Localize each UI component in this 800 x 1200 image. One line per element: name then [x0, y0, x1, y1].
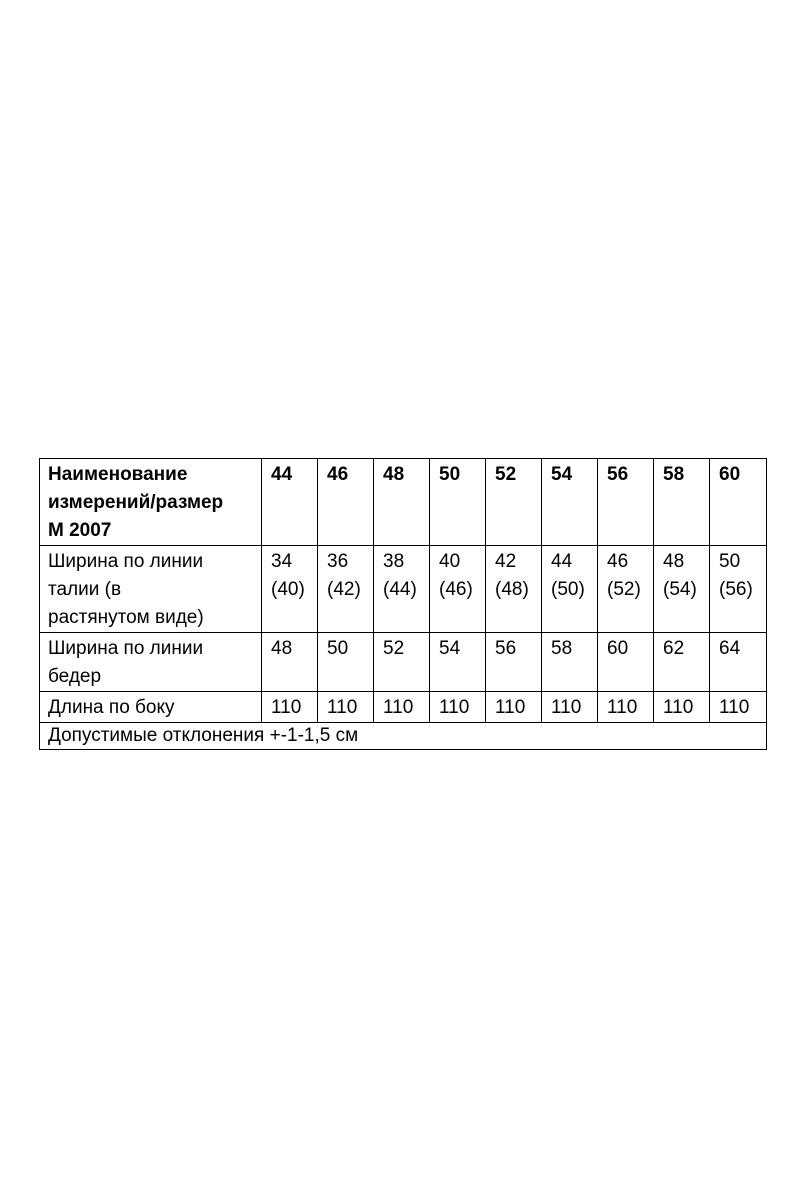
- value-cell: 110: [598, 692, 654, 723]
- value-line: 34: [271, 551, 293, 572]
- value-cell: 110: [374, 692, 430, 723]
- row-label-line: Длина по боку: [48, 697, 175, 718]
- value-cell: [542, 546, 598, 633]
- value-cell: 110: [710, 692, 767, 723]
- value-cell: 110: [430, 692, 486, 723]
- value-cell: 110: [262, 692, 318, 723]
- value-cell: 48: [262, 633, 318, 692]
- value-line: 36: [327, 551, 349, 572]
- value-cell: 52: [374, 633, 430, 692]
- value-cell: 110: [654, 692, 710, 723]
- value-cell: [318, 546, 374, 633]
- size-header-cell: 56: [598, 459, 654, 546]
- tolerance-note-row: [40, 723, 767, 750]
- hip-width-row: [40, 633, 767, 692]
- value-stretched-line: (46): [439, 579, 473, 600]
- value-cell: [598, 546, 654, 633]
- value-stretched-line: (42): [327, 579, 361, 600]
- value-cell: [262, 546, 318, 633]
- value-line: 46: [607, 551, 629, 572]
- value-line: 50: [719, 551, 741, 572]
- value-cell: [374, 546, 430, 633]
- size-header-cell: 60: [710, 459, 767, 546]
- row-label-line: растянутом виде): [48, 607, 204, 628]
- value-stretched-line: (48): [495, 579, 529, 600]
- value-cell: [430, 546, 486, 633]
- tolerance-note: Допустимые отклонения +-1-1,5 см: [40, 723, 767, 750]
- size-header-cell: 46: [318, 459, 374, 546]
- row-label-line: Ширина по линии: [48, 551, 204, 572]
- value-stretched-line: (56): [719, 579, 753, 600]
- size-header-cell: 50: [430, 459, 486, 546]
- value-line: 38: [383, 551, 405, 572]
- value-cell: 54: [430, 633, 486, 692]
- value-cell: 58: [542, 633, 598, 692]
- value-stretched-line: (54): [663, 579, 697, 600]
- row-label-line: бедер: [48, 666, 102, 687]
- value-cell: 64: [710, 633, 767, 692]
- row-label-cell: [40, 633, 262, 692]
- value-cell: 56: [486, 633, 542, 692]
- value-line: 48: [663, 551, 685, 572]
- size-header-cell: 54: [542, 459, 598, 546]
- side-length-row: [40, 692, 767, 723]
- value-cell: 110: [486, 692, 542, 723]
- value-cell: 60: [598, 633, 654, 692]
- value-cell: 110: [318, 692, 374, 723]
- header-label-line: Наименование: [48, 464, 188, 485]
- value-cell: [486, 546, 542, 633]
- value-stretched-line: (50): [551, 579, 585, 600]
- value-cell: 62: [654, 633, 710, 692]
- size-chart-table: [39, 458, 767, 750]
- value-stretched-line: (40): [271, 579, 305, 600]
- value-stretched-line: (52): [607, 579, 641, 600]
- header-label-cell: [40, 459, 262, 546]
- row-label-cell: [40, 546, 262, 633]
- value-cell: 50: [318, 633, 374, 692]
- size-header-cell: 48: [374, 459, 430, 546]
- header-label-line: измерений/размер: [48, 492, 224, 513]
- header-row: [40, 459, 767, 546]
- value-stretched-line: (44): [383, 579, 417, 600]
- value-cell: [710, 546, 767, 633]
- size-header-cell: 58: [654, 459, 710, 546]
- value-line: 40: [439, 551, 461, 572]
- value-line: 42: [495, 551, 517, 572]
- size-header-cell: 52: [486, 459, 542, 546]
- size-header-cell: 44: [262, 459, 318, 546]
- value-cell: [654, 546, 710, 633]
- row-label-line: Ширина по линии: [48, 638, 204, 659]
- value-cell: 110: [542, 692, 598, 723]
- row-label-cell: [40, 692, 262, 723]
- value-line: 44: [551, 551, 573, 572]
- row-label-line: талии (в: [48, 579, 122, 600]
- header-label-line: М 2007: [48, 520, 112, 541]
- waist-width-row: [40, 546, 767, 633]
